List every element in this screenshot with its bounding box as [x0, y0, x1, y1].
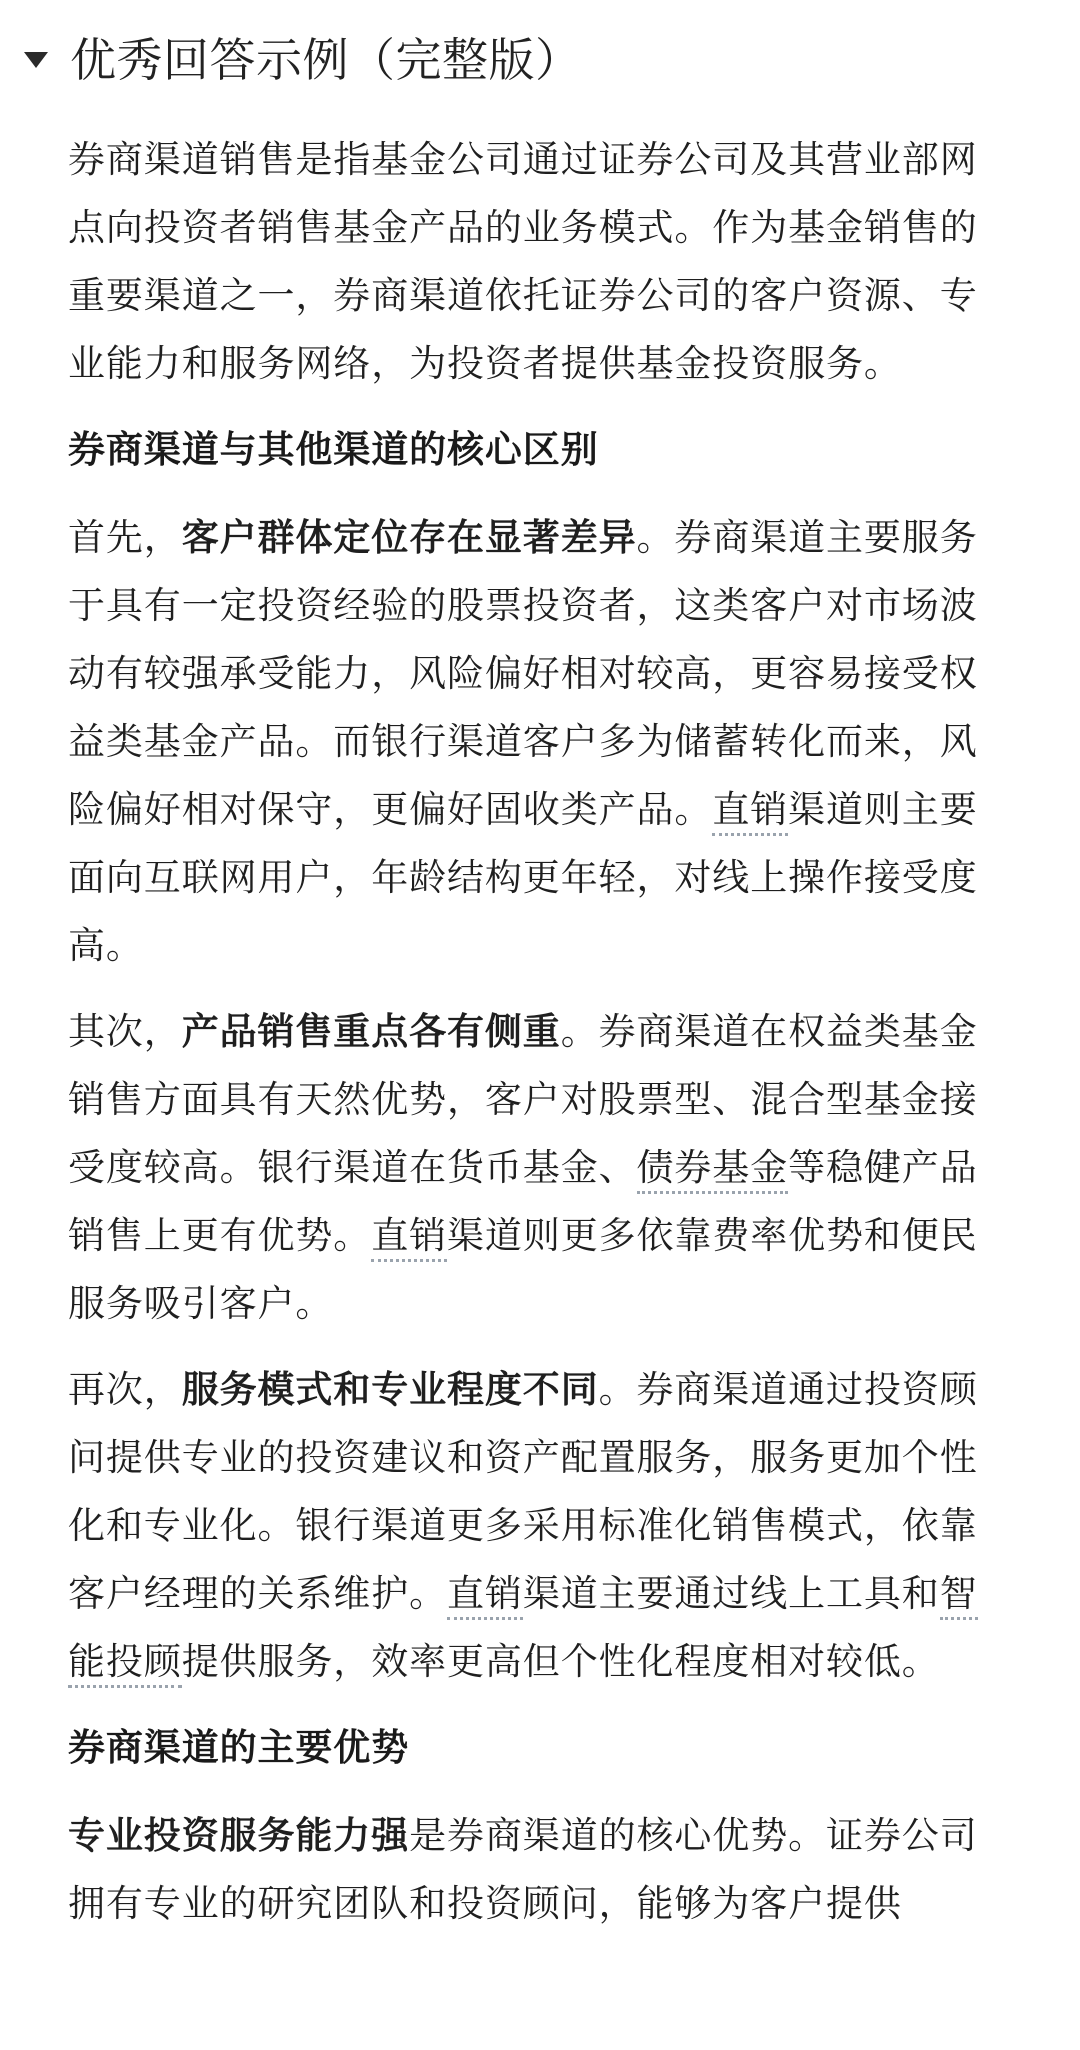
subheading-main-advantages: 券商渠道的主要优势 [68, 1726, 410, 1769]
key-point-bold: 产品销售重点各有侧重 [181, 1010, 561, 1053]
key-point-bold: 客户群体定位存在显著差异 [181, 516, 637, 559]
key-point-bold: 服务模式和专业程度不同 [181, 1368, 599, 1411]
glossary-term-link[interactable]: 直销 [447, 1572, 523, 1620]
paragraph-lead: 其次， [68, 1010, 182, 1053]
glossary-term-link[interactable]: 智能投顾 [68, 1572, 978, 1688]
paragraph-lead: 再次， [68, 1368, 182, 1411]
paragraph-text: 。券商渠道主要服务于具有一定投资经验的股票投资者，这类客户对市场波动有较强承受能力，风险偏好相对较高，更容易接受权益类基金产品。而银行渠道客户多为储蓄转化而来，风险偏好相对保守，更偏好固收类产品。 [68, 516, 978, 831]
answer-content [68, 126, 988, 1938]
paragraph-product-focus [68, 998, 988, 1338]
caret-down-icon[interactable] [22, 46, 50, 74]
glossary-term-link[interactable]: 直销 [712, 788, 788, 836]
paragraph-lead: 首先， [68, 516, 182, 559]
section-title: 优秀回答示例（完整版） [70, 33, 582, 87]
intro-text: 券商渠道销售是指基金公司通过证券公司及其营业部网点向投资者销售基金产品的业务模式。作为基金销售的重要渠道之一，券商渠道依托证券公司的客户资源、专业能力和服务网络，为投资者提供基金投资服务。 [68, 138, 978, 385]
subheading-core-differences: 券商渠道与其他渠道的核心区别 [68, 428, 599, 471]
paragraph-text: 。券商渠道通过投资顾问提供专业的投资建议和资产配置服务，服务更加个性化和专业化。银行渠道更多采用标准化销售模式，依靠客户经理的关系维护。 [68, 1368, 978, 1615]
key-point-bold: 专业投资服务能力强 [68, 1814, 410, 1857]
paragraph-text: 是券商渠道的核心优势。证券公司拥有专业的研究团队和投资顾问，能够为客户提供 [68, 1814, 978, 1925]
paragraph-advantage [68, 1802, 988, 1938]
paragraph-text: 渠道则更多依靠费率优势和便民服务吸引客户。 [68, 1214, 978, 1325]
collapsible-header[interactable] [22, 20, 1052, 100]
glossary-term-link[interactable]: 债券基金 [637, 1146, 789, 1194]
glossary-term-link[interactable]: 直销 [371, 1214, 447, 1262]
paragraph-customer-groups [68, 504, 988, 980]
paragraph-text: 提供服务，效率更高但个性化程度相对较低。 [181, 1640, 940, 1683]
intro-paragraph [68, 126, 988, 398]
paragraph-text: 。券商渠道在权益类基金销售方面具有天然优势，客户对股票型、混合型基金接受度较高。银行渠道在货币基金、 [68, 1010, 978, 1189]
paragraph-service-model [68, 1356, 988, 1696]
paragraph-text: 等稳健产品销售上更有优势。 [68, 1146, 978, 1257]
paragraph-text: 渠道则主要面向互联网用户，年龄结构更年轻，对线上操作接受度高。 [68, 788, 978, 967]
paragraph-text: 渠道主要通过线上工具和 [522, 1572, 940, 1615]
